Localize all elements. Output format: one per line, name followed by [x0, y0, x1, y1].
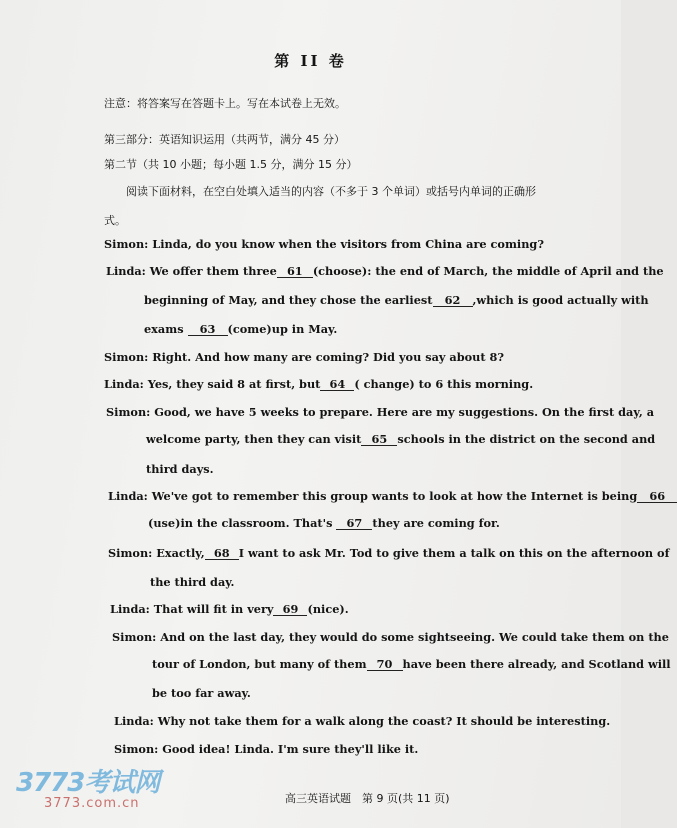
line-text: ( change) to 6 this morning.: [354, 377, 534, 391]
dialogue-line: third days.: [146, 462, 214, 476]
answer-blank-67: 67: [336, 517, 372, 530]
dialogue-line: the third day.: [150, 575, 235, 589]
page-footer: 高三英语试题 第 9 页(共 11 页): [285, 792, 450, 805]
dialogue-line: [144, 322, 337, 336]
answer-blank-68: 68: [205, 547, 239, 560]
line-text: tour of London, but many of them: [152, 657, 367, 671]
dialogue-line: [106, 264, 664, 278]
line-text: welcome party, then they can visit: [146, 432, 362, 446]
watermark-url: 3773.com.cn: [44, 796, 140, 811]
dialogue-line: Linda: Why not take them for a walk along the coast? It should be interesting.: [114, 714, 611, 728]
dialogue-line: Simon: Right. And how many are coming? Did you say about 8?: [104, 350, 504, 364]
answer-blank-64: 64: [320, 378, 354, 391]
watermark-logo-text: 3773考试网: [16, 768, 160, 798]
answer-blank-65: 65: [361, 433, 397, 446]
answer-blank-61: 61: [277, 265, 313, 278]
dialogue-line: Simon: Good idea! Linda. I'm sure they'll like it.: [114, 742, 419, 756]
answer-blank-63: 63: [188, 323, 228, 336]
line-text: Linda: That will fit in very: [110, 602, 274, 616]
line-text: Linda: Yes, they said 8 at first, but: [104, 377, 321, 391]
answer-blank-62: 62: [433, 294, 473, 307]
dialogue-line: [144, 293, 649, 307]
answer-blank-70: 70: [367, 658, 403, 671]
instruction-line-1: 阅读下面材料，在空白处填入适当的内容（不多于 3 个单词）或括号内单词的正确形: [126, 185, 536, 198]
page-title: 第 II 卷: [274, 52, 347, 70]
line-text: (nice).: [307, 602, 349, 616]
watermark-logo: [10, 760, 180, 820]
dialogue-line: [146, 432, 655, 446]
dialogue-line: [110, 602, 349, 616]
line-text: Linda: We've got to remember this group wants to look at how the Internet is being: [108, 489, 638, 503]
line-text: schools in the district on the second and: [397, 432, 656, 446]
dialogue-line: Simon: Linda, do you know when the visitors from China are coming?: [104, 237, 544, 251]
line-text: I want to ask Mr. Tod to give them a talk on this on the afternoon of: [238, 546, 670, 560]
line-text: (choose): the end of March, the middle of April and the: [312, 264, 664, 278]
line-text: have been there already, and Scotland will: [402, 657, 671, 671]
section-heading: 第二节（共 10 小题；每小题 1.5 分，满分 15 分）: [104, 158, 358, 171]
answer-blank-69: 69: [273, 603, 307, 616]
dialogue-line: [148, 516, 500, 530]
dialogue-line: be too far away.: [152, 686, 251, 700]
line-text: ,which is good actually with: [472, 293, 649, 307]
line-text: (use)in the classroom. That's: [148, 516, 333, 530]
exam-note: 注意：将答案写在答题卡上。写在本试卷上无效。: [104, 97, 346, 110]
line-text: exams: [144, 322, 184, 336]
line-text: beginning of May, and they chose the earliest: [144, 293, 433, 307]
line-text: they are coming for.: [372, 516, 500, 530]
dialogue-line: [108, 546, 669, 560]
line-text: Linda: We offer them three: [106, 264, 277, 278]
line-text: (come)up in May.: [227, 322, 338, 336]
dialogue-line: Simon: And on the last day, they would do some sightseeing. We could take them on the: [112, 630, 669, 644]
answer-blank-66: 66: [637, 490, 677, 503]
instruction-line-2: 式。: [104, 214, 126, 227]
dialogue-line: [108, 489, 677, 503]
dialogue-line: [104, 377, 533, 391]
dialogue-line: [152, 657, 671, 671]
line-text: Simon: Exactly,: [108, 546, 205, 560]
dialogue-line: Simon: Good, we have 5 weeks to prepare. Here are my suggestions. On the first day, a: [106, 405, 655, 419]
part-heading: 第三部分：英语知识运用（共两节，满分 45 分）: [104, 133, 345, 146]
